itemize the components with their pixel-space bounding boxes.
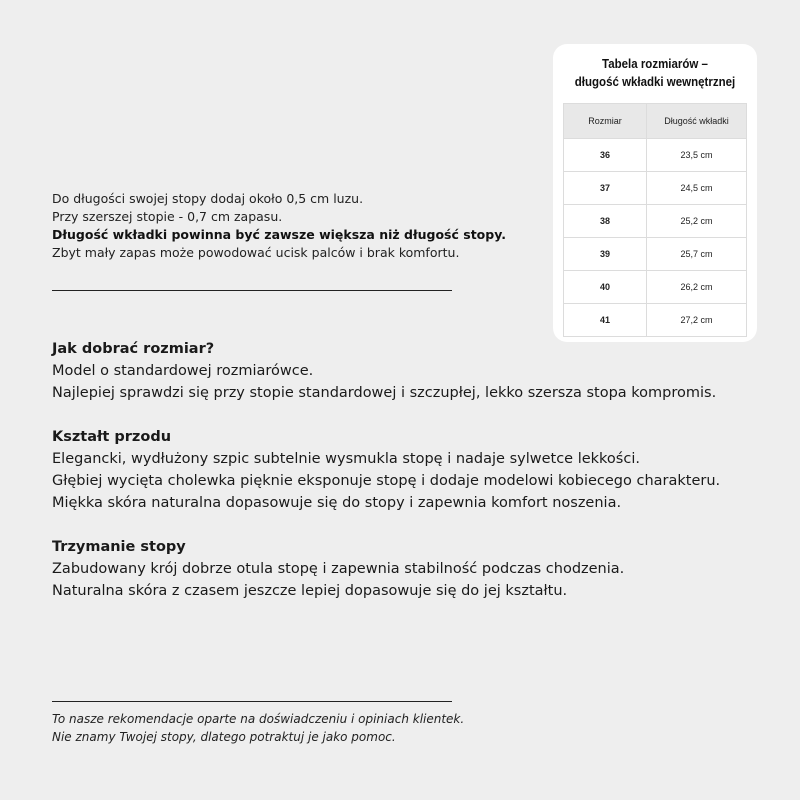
size-column-header: Rozmiar — [564, 104, 647, 139]
disclaimer-line: To nasze rekomendacje oparte na doświadczeniu i opiniach klientek. — [52, 712, 465, 726]
size-cell: 38 — [564, 205, 647, 238]
size-chart-title — [561, 55, 749, 91]
size-chart-title-line2: długość wkładki wewnętrznej — [574, 75, 736, 89]
section-toe-shape — [52, 426, 720, 514]
table-row — [564, 205, 747, 238]
size-cell: 40 — [564, 271, 647, 304]
section-text: Elegancki, wydłużony szpic subtelnie wysmukla stopę i nadaje sylwetce lekkości. — [52, 451, 640, 467]
fit-tips — [52, 190, 506, 262]
section-text: Najlepiej sprawdzi się przy stopie standardowej i szczupłej, lekko szersza stopa kompromis. — [52, 385, 717, 401]
section-text: Model o standardowej rozmiarówce. — [52, 363, 314, 379]
length-cell: 24,5 cm — [647, 172, 747, 205]
section-text: Głębiej wycięta cholewka pięknie eksponuje stopę i dodaje modelowi kobiecego charakteru. — [52, 473, 721, 489]
table-row — [564, 139, 747, 172]
length-cell: 25,7 cm — [647, 238, 747, 271]
size-cell: 39 — [564, 238, 647, 271]
length-cell: 26,2 cm — [647, 271, 747, 304]
section-foot-hold — [52, 536, 624, 602]
section-heading: Trzymanie stopy — [52, 539, 186, 555]
size-cell: 41 — [564, 304, 647, 337]
length-cell: 23,5 cm — [647, 139, 747, 172]
disclaimer — [52, 710, 464, 746]
disclaimer-line: Nie znamy Twojej stopy, dlatego potraktuj je jako pomoc. — [52, 730, 396, 744]
size-cell: 36 — [564, 139, 647, 172]
size-chart-title-line1: Tabela rozmiarów – — [602, 57, 708, 71]
section-heading: Kształt przodu — [52, 429, 172, 445]
divider-bottom — [52, 701, 452, 702]
table-row — [564, 238, 747, 271]
table-row — [564, 304, 747, 337]
section-size-advice — [52, 338, 716, 404]
length-cell: 27,2 cm — [647, 304, 747, 337]
fit-tip-emphasis: Długość wkładki powinna być zawsze większa niż długość stopy. — [52, 227, 506, 242]
section-text: Zabudowany krój dobrze otula stopę i zapewnia stabilność podczas chodzenia. — [52, 561, 625, 577]
section-heading: Jak dobrać rozmiar? — [52, 341, 215, 357]
fit-tip-line: Zbyt mały zapas może powodować ucisk palców i brak komfortu. — [52, 245, 460, 260]
fit-tip-line: Przy szerszej stopie - 0,7 cm zapasu. — [52, 209, 283, 224]
length-column-header: Długość wkładki — [647, 104, 747, 139]
length-cell: 25,2 cm — [647, 205, 747, 238]
divider-top — [52, 290, 452, 291]
section-text: Miękka skóra naturalna dopasowuje się do stopy i zapewnia komfort noszenia. — [52, 495, 622, 511]
size-chart-card — [553, 44, 757, 342]
size-cell: 37 — [564, 172, 647, 205]
size-table-header-row — [564, 104, 747, 139]
table-row — [564, 271, 747, 304]
table-row — [564, 172, 747, 205]
fit-tip-line: Do długości swojej stopy dodaj około 0,5 cm luzu. — [52, 191, 364, 206]
size-table — [563, 103, 747, 337]
section-text: Naturalna skóra z czasem jeszcze lepiej dopasowuje się do jej kształtu. — [52, 583, 568, 599]
